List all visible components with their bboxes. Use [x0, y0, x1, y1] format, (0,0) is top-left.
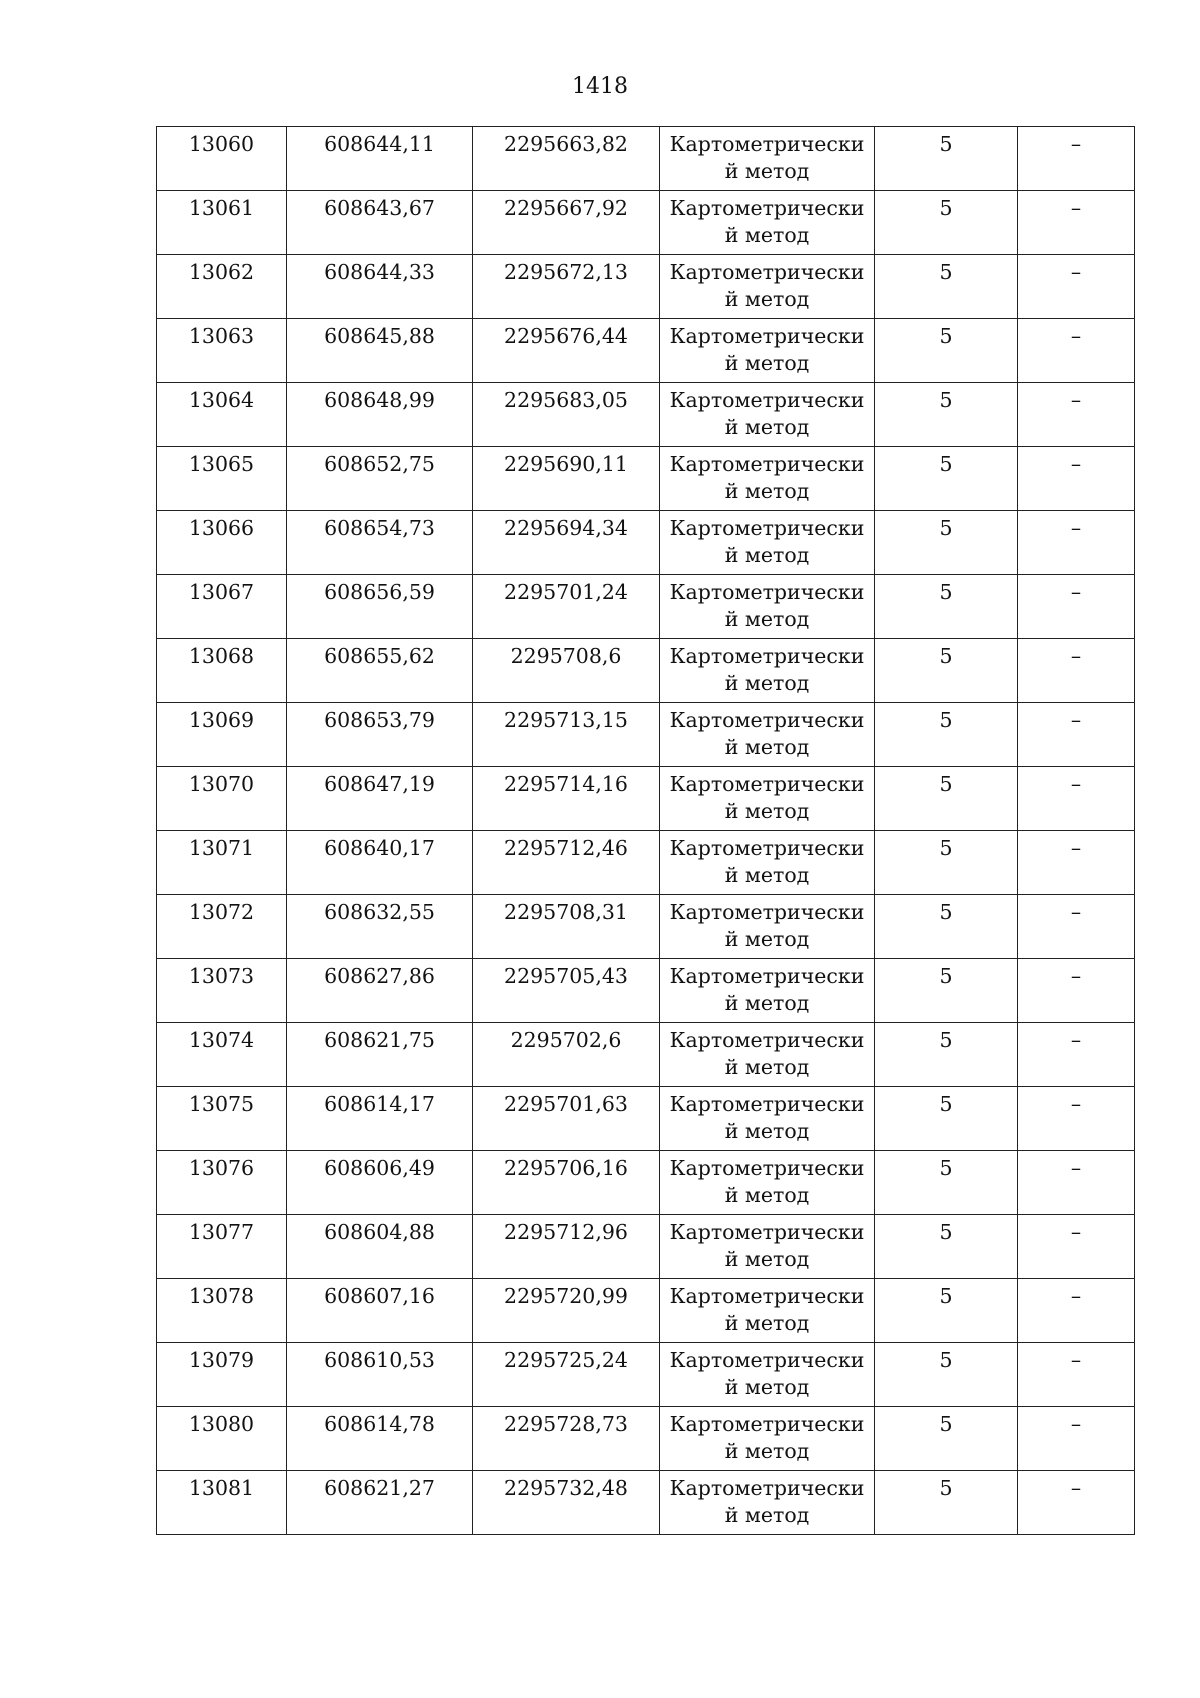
- accuracy-cell: 5: [875, 447, 1018, 511]
- method-line: й метод: [724, 1247, 810, 1271]
- accuracy-cell: 5: [875, 1023, 1018, 1087]
- x-coordinate-cell: 608627,86: [287, 959, 473, 1023]
- method-line: й метод: [724, 607, 810, 631]
- x-coordinate-cell: 608654,73: [287, 511, 473, 575]
- note-cell: –: [1018, 127, 1135, 191]
- y-coordinate-cell: 2295728,73: [473, 1407, 660, 1471]
- table-row: [157, 703, 1135, 767]
- method-cell: [660, 1215, 875, 1279]
- point-id-cell: 13079: [157, 1343, 287, 1407]
- method-cell: [660, 511, 875, 575]
- method-line: Картометрически: [669, 388, 865, 412]
- method-cell: [660, 319, 875, 383]
- accuracy-cell: 5: [875, 1471, 1018, 1535]
- y-coordinate-cell: 2295720,99: [473, 1279, 660, 1343]
- y-coordinate-cell: 2295672,13: [473, 255, 660, 319]
- method-line: Картометрически: [669, 260, 865, 284]
- method-cell: [660, 639, 875, 703]
- point-id-cell: 13066: [157, 511, 287, 575]
- method-cell: [660, 1151, 875, 1215]
- accuracy-cell: 5: [875, 511, 1018, 575]
- method-line: Картометрически: [669, 964, 865, 988]
- method-line: Картометрически: [669, 836, 865, 860]
- x-coordinate-cell: 608604,88: [287, 1215, 473, 1279]
- point-id-cell: 13080: [157, 1407, 287, 1471]
- x-coordinate-cell: 608610,53: [287, 1343, 473, 1407]
- method-cell: [660, 1407, 875, 1471]
- accuracy-cell: 5: [875, 895, 1018, 959]
- point-id-cell: 13060: [157, 127, 287, 191]
- note-cell: –: [1018, 1151, 1135, 1215]
- point-id-cell: 13073: [157, 959, 287, 1023]
- table-row: [157, 895, 1135, 959]
- method-cell: [660, 895, 875, 959]
- note-cell: –: [1018, 639, 1135, 703]
- method-line: Картометрически: [669, 580, 865, 604]
- method-line: Картометрически: [669, 452, 865, 476]
- point-id-cell: 13070: [157, 767, 287, 831]
- coordinates-table: [156, 126, 1135, 1535]
- table-body: [157, 127, 1135, 1535]
- y-coordinate-cell: 2295676,44: [473, 319, 660, 383]
- accuracy-cell: 5: [875, 575, 1018, 639]
- x-coordinate-cell: 608621,75: [287, 1023, 473, 1087]
- y-coordinate-cell: 2295706,16: [473, 1151, 660, 1215]
- accuracy-cell: 5: [875, 1279, 1018, 1343]
- note-cell: –: [1018, 511, 1135, 575]
- method-line: Картометрически: [669, 1412, 865, 1436]
- x-coordinate-cell: 608653,79: [287, 703, 473, 767]
- table-row: [157, 1471, 1135, 1535]
- method-cell: [660, 255, 875, 319]
- accuracy-cell: 5: [875, 639, 1018, 703]
- method-line: Картометрически: [669, 1476, 865, 1500]
- table-row: [157, 1343, 1135, 1407]
- method-cell: [660, 191, 875, 255]
- method-line: й метод: [724, 1119, 810, 1143]
- table-row: [157, 639, 1135, 703]
- method-cell: [660, 1023, 875, 1087]
- accuracy-cell: 5: [875, 191, 1018, 255]
- y-coordinate-cell: 2295714,16: [473, 767, 660, 831]
- table-row: [157, 511, 1135, 575]
- table-row: [157, 767, 1135, 831]
- method-line: Картометрически: [669, 1348, 865, 1372]
- x-coordinate-cell: 608621,27: [287, 1471, 473, 1535]
- note-cell: –: [1018, 1215, 1135, 1279]
- note-cell: –: [1018, 191, 1135, 255]
- method-cell: [660, 447, 875, 511]
- accuracy-cell: 5: [875, 1343, 1018, 1407]
- point-id-cell: 13075: [157, 1087, 287, 1151]
- table-row: [157, 1279, 1135, 1343]
- note-cell: –: [1018, 1343, 1135, 1407]
- method-line: Картометрически: [669, 1220, 865, 1244]
- table-row: [157, 1087, 1135, 1151]
- method-line: й метод: [724, 223, 810, 247]
- method-line: Картометрически: [669, 516, 865, 540]
- method-line: Картометрически: [669, 1092, 865, 1116]
- y-coordinate-cell: 2295705,43: [473, 959, 660, 1023]
- method-line: й метод: [724, 799, 810, 823]
- x-coordinate-cell: 608652,75: [287, 447, 473, 511]
- y-coordinate-cell: 2295667,92: [473, 191, 660, 255]
- method-cell: [660, 1471, 875, 1535]
- method-line: Картометрически: [669, 708, 865, 732]
- x-coordinate-cell: 608614,17: [287, 1087, 473, 1151]
- x-coordinate-cell: 608644,33: [287, 255, 473, 319]
- y-coordinate-cell: 2295725,24: [473, 1343, 660, 1407]
- method-cell: [660, 703, 875, 767]
- table-row: [157, 383, 1135, 447]
- x-coordinate-cell: 608606,49: [287, 1151, 473, 1215]
- method-line: й метод: [724, 671, 810, 695]
- note-cell: –: [1018, 1471, 1135, 1535]
- accuracy-cell: 5: [875, 831, 1018, 895]
- method-line: й метод: [724, 415, 810, 439]
- method-cell: [660, 1279, 875, 1343]
- point-id-cell: 13072: [157, 895, 287, 959]
- table-row: [157, 575, 1135, 639]
- x-coordinate-cell: 608632,55: [287, 895, 473, 959]
- x-coordinate-cell: 608640,17: [287, 831, 473, 895]
- point-id-cell: 13071: [157, 831, 287, 895]
- y-coordinate-cell: 2295708,31: [473, 895, 660, 959]
- x-coordinate-cell: 608647,19: [287, 767, 473, 831]
- point-id-cell: 13081: [157, 1471, 287, 1535]
- method-line: Картометрически: [669, 644, 865, 668]
- y-coordinate-cell: 2295712,46: [473, 831, 660, 895]
- method-line: й метод: [724, 927, 810, 951]
- table-row: [157, 1023, 1135, 1087]
- point-id-cell: 13076: [157, 1151, 287, 1215]
- method-line: й метод: [724, 287, 810, 311]
- point-id-cell: 13067: [157, 575, 287, 639]
- accuracy-cell: 5: [875, 959, 1018, 1023]
- note-cell: –: [1018, 1023, 1135, 1087]
- method-cell: [660, 767, 875, 831]
- point-id-cell: 13064: [157, 383, 287, 447]
- table-row: [157, 447, 1135, 511]
- x-coordinate-cell: 608607,16: [287, 1279, 473, 1343]
- y-coordinate-cell: 2295683,05: [473, 383, 660, 447]
- y-coordinate-cell: 2295732,48: [473, 1471, 660, 1535]
- table-row: [157, 1151, 1135, 1215]
- accuracy-cell: 5: [875, 1087, 1018, 1151]
- method-line: Картометрически: [669, 196, 865, 220]
- method-line: й метод: [724, 1439, 810, 1463]
- y-coordinate-cell: 2295663,82: [473, 127, 660, 191]
- note-cell: –: [1018, 895, 1135, 959]
- y-coordinate-cell: 2295694,34: [473, 511, 660, 575]
- method-line: Картометрически: [669, 324, 865, 348]
- method-cell: [660, 383, 875, 447]
- method-cell: [660, 127, 875, 191]
- method-cell: [660, 575, 875, 639]
- method-line: Картометрически: [669, 1028, 865, 1052]
- method-line: Картометрически: [669, 900, 865, 924]
- note-cell: –: [1018, 767, 1135, 831]
- y-coordinate-cell: 2295701,63: [473, 1087, 660, 1151]
- method-line: Картометрически: [669, 772, 865, 796]
- x-coordinate-cell: 608656,59: [287, 575, 473, 639]
- method-line: й метод: [724, 735, 810, 759]
- method-line: й метод: [724, 1055, 810, 1079]
- point-id-cell: 13068: [157, 639, 287, 703]
- point-id-cell: 13063: [157, 319, 287, 383]
- method-line: й метод: [724, 1503, 810, 1527]
- note-cell: –: [1018, 1407, 1135, 1471]
- point-id-cell: 13069: [157, 703, 287, 767]
- note-cell: –: [1018, 831, 1135, 895]
- note-cell: –: [1018, 383, 1135, 447]
- note-cell: –: [1018, 575, 1135, 639]
- method-line: й метод: [724, 351, 810, 375]
- method-line: й метод: [724, 1375, 810, 1399]
- point-id-cell: 13065: [157, 447, 287, 511]
- accuracy-cell: 5: [875, 1151, 1018, 1215]
- method-line: й метод: [724, 863, 810, 887]
- accuracy-cell: 5: [875, 1215, 1018, 1279]
- y-coordinate-cell: 2295702,6: [473, 1023, 660, 1087]
- note-cell: –: [1018, 1279, 1135, 1343]
- method-line: Картометрически: [669, 132, 865, 156]
- accuracy-cell: 5: [875, 383, 1018, 447]
- table-row: [157, 255, 1135, 319]
- method-cell: [660, 831, 875, 895]
- method-line: й метод: [724, 991, 810, 1015]
- y-coordinate-cell: 2295690,11: [473, 447, 660, 511]
- table-row: [157, 959, 1135, 1023]
- accuracy-cell: 5: [875, 319, 1018, 383]
- table-row: [157, 127, 1135, 191]
- method-line: й метод: [724, 543, 810, 567]
- method-line: Картометрически: [669, 1156, 865, 1180]
- method-cell: [660, 1343, 875, 1407]
- table-row: [157, 1215, 1135, 1279]
- point-id-cell: 13074: [157, 1023, 287, 1087]
- point-id-cell: 13061: [157, 191, 287, 255]
- note-cell: –: [1018, 703, 1135, 767]
- accuracy-cell: 5: [875, 1407, 1018, 1471]
- note-cell: –: [1018, 1087, 1135, 1151]
- note-cell: –: [1018, 255, 1135, 319]
- note-cell: –: [1018, 447, 1135, 511]
- y-coordinate-cell: 2295708,6: [473, 639, 660, 703]
- point-id-cell: 13077: [157, 1215, 287, 1279]
- x-coordinate-cell: 608645,88: [287, 319, 473, 383]
- table-row: [157, 831, 1135, 895]
- table-row: [157, 319, 1135, 383]
- method-cell: [660, 959, 875, 1023]
- accuracy-cell: 5: [875, 127, 1018, 191]
- x-coordinate-cell: 608614,78: [287, 1407, 473, 1471]
- method-line: й метод: [724, 159, 810, 183]
- accuracy-cell: 5: [875, 767, 1018, 831]
- y-coordinate-cell: 2295712,96: [473, 1215, 660, 1279]
- x-coordinate-cell: 608655,62: [287, 639, 473, 703]
- page-number: 1418: [572, 74, 628, 99]
- y-coordinate-cell: 2295701,24: [473, 575, 660, 639]
- point-id-cell: 13062: [157, 255, 287, 319]
- accuracy-cell: 5: [875, 255, 1018, 319]
- method-line: й метод: [724, 1311, 810, 1335]
- x-coordinate-cell: 608643,67: [287, 191, 473, 255]
- point-id-cell: 13078: [157, 1279, 287, 1343]
- method-line: Картометрически: [669, 1284, 865, 1308]
- table-row: [157, 1407, 1135, 1471]
- method-line: й метод: [724, 1183, 810, 1207]
- x-coordinate-cell: 608644,11: [287, 127, 473, 191]
- method-line: й метод: [724, 479, 810, 503]
- method-cell: [660, 1087, 875, 1151]
- y-coordinate-cell: 2295713,15: [473, 703, 660, 767]
- accuracy-cell: 5: [875, 703, 1018, 767]
- note-cell: –: [1018, 959, 1135, 1023]
- x-coordinate-cell: 608648,99: [287, 383, 473, 447]
- table-row: [157, 191, 1135, 255]
- note-cell: –: [1018, 319, 1135, 383]
